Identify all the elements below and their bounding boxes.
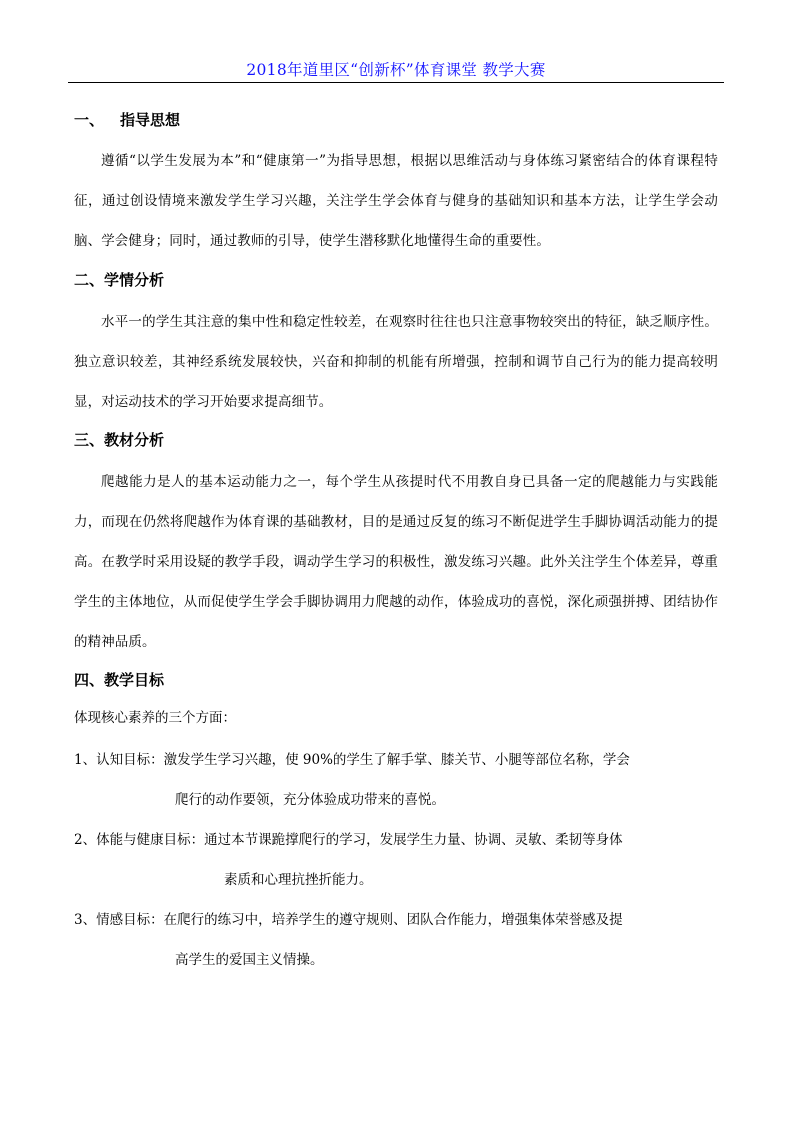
goal-text-line1: 在爬行的练习中，培养学生的遵守规则、团队合作能力，增强集体荣誉感及提 bbox=[163, 912, 623, 928]
section-number: 一、 bbox=[74, 111, 105, 129]
section-body-guiding-ideology: 遵循“以学生发展为本”和“健康第一”为指导思想，根据以思维活动与身体练习紧密结合的体育课程特征，通过创设情境来激发学生学习兴趣，关注学生学会体育与健身的基础知识和基本方法，让学生学会动脑、学会健身；同时，通过教师的引导，使学生潜移默化地懂得生命的重要性。 bbox=[74, 153, 718, 249]
goal-text-line2: 素质和心理抗挫折能力。 bbox=[224, 872, 373, 888]
goal-text-line1: 激发学生学习兴趣，使 90%的学生了解手掌、膝关节、小腿等部位名称，学会 bbox=[163, 752, 630, 768]
goal-text-line1: 通过本节课跪撑爬行的学习，发展学生力量、协调、灵敏、柔韧等身体 bbox=[204, 832, 623, 848]
section-body-material-analysis: 爬越能力是人的基本运动能力之一，每个学生从孩提时代不用教自身已具备一定的爬越能力与实践能力，而现在仍然将爬越作为体育课的基础教材，目的是通过反复的练习不断促进学生手脚协调活动能力的提高。在教学时采用设疑的教学手段，调动学生学习的积极性，激发练习兴趣。此外关注学生个体差异，尊重学生的主体地位，从而促使学生学会手脚协调用力爬越的动作，体验成功的喜悦，深化顽强拼搏、团结协作的精神品质。 bbox=[74, 474, 718, 650]
section-number: 二、 bbox=[74, 271, 105, 289]
section-title: 学情分析 bbox=[104, 271, 165, 289]
goals-intro: 体现核心素养的三个方面： bbox=[74, 710, 236, 726]
goal-item-emotional bbox=[74, 900, 722, 980]
goal-label: 2、体能与健康目标： bbox=[74, 832, 205, 848]
section-number: 四、 bbox=[74, 671, 105, 689]
section-title: 教学目标 bbox=[104, 671, 165, 689]
goal-item-cognitive bbox=[74, 740, 722, 820]
section-title: 教材分析 bbox=[104, 431, 165, 449]
goal-label: 3、情感目标： bbox=[74, 912, 164, 928]
header-divider bbox=[68, 82, 724, 83]
section-heading-teaching-goals bbox=[74, 670, 164, 690]
section-heading-material-analysis bbox=[74, 430, 164, 450]
section-number: 三、 bbox=[74, 431, 105, 449]
goal-text-line2: 高学生的爱国主义情操。 bbox=[175, 952, 324, 968]
goal-label: 1、认知目标： bbox=[74, 752, 164, 768]
goal-text-line2: 爬行的动作要领，充分体验成功带来的喜悦。 bbox=[175, 792, 445, 808]
section-heading-student-analysis bbox=[74, 270, 164, 290]
section-body-student-analysis: 水平一的学生其注意的集中性和稳定性较差，在观察时往往也只注意事物较突出的特征，缺乏顺序性。独立意识较差，其神经系统发展较快，兴奋和抑制的机能有所增强，控制和调节自己行为的能力提高较明显，对运动技术的学习开始要求提高细节。 bbox=[74, 314, 718, 410]
section-title: 指导思想 bbox=[120, 111, 181, 129]
goal-item-fitness-health bbox=[74, 820, 722, 900]
document-title: 2018年道里区“创新杯”体育课堂 教学大赛 bbox=[246, 61, 546, 79]
section-heading-guiding-ideology bbox=[74, 110, 180, 130]
